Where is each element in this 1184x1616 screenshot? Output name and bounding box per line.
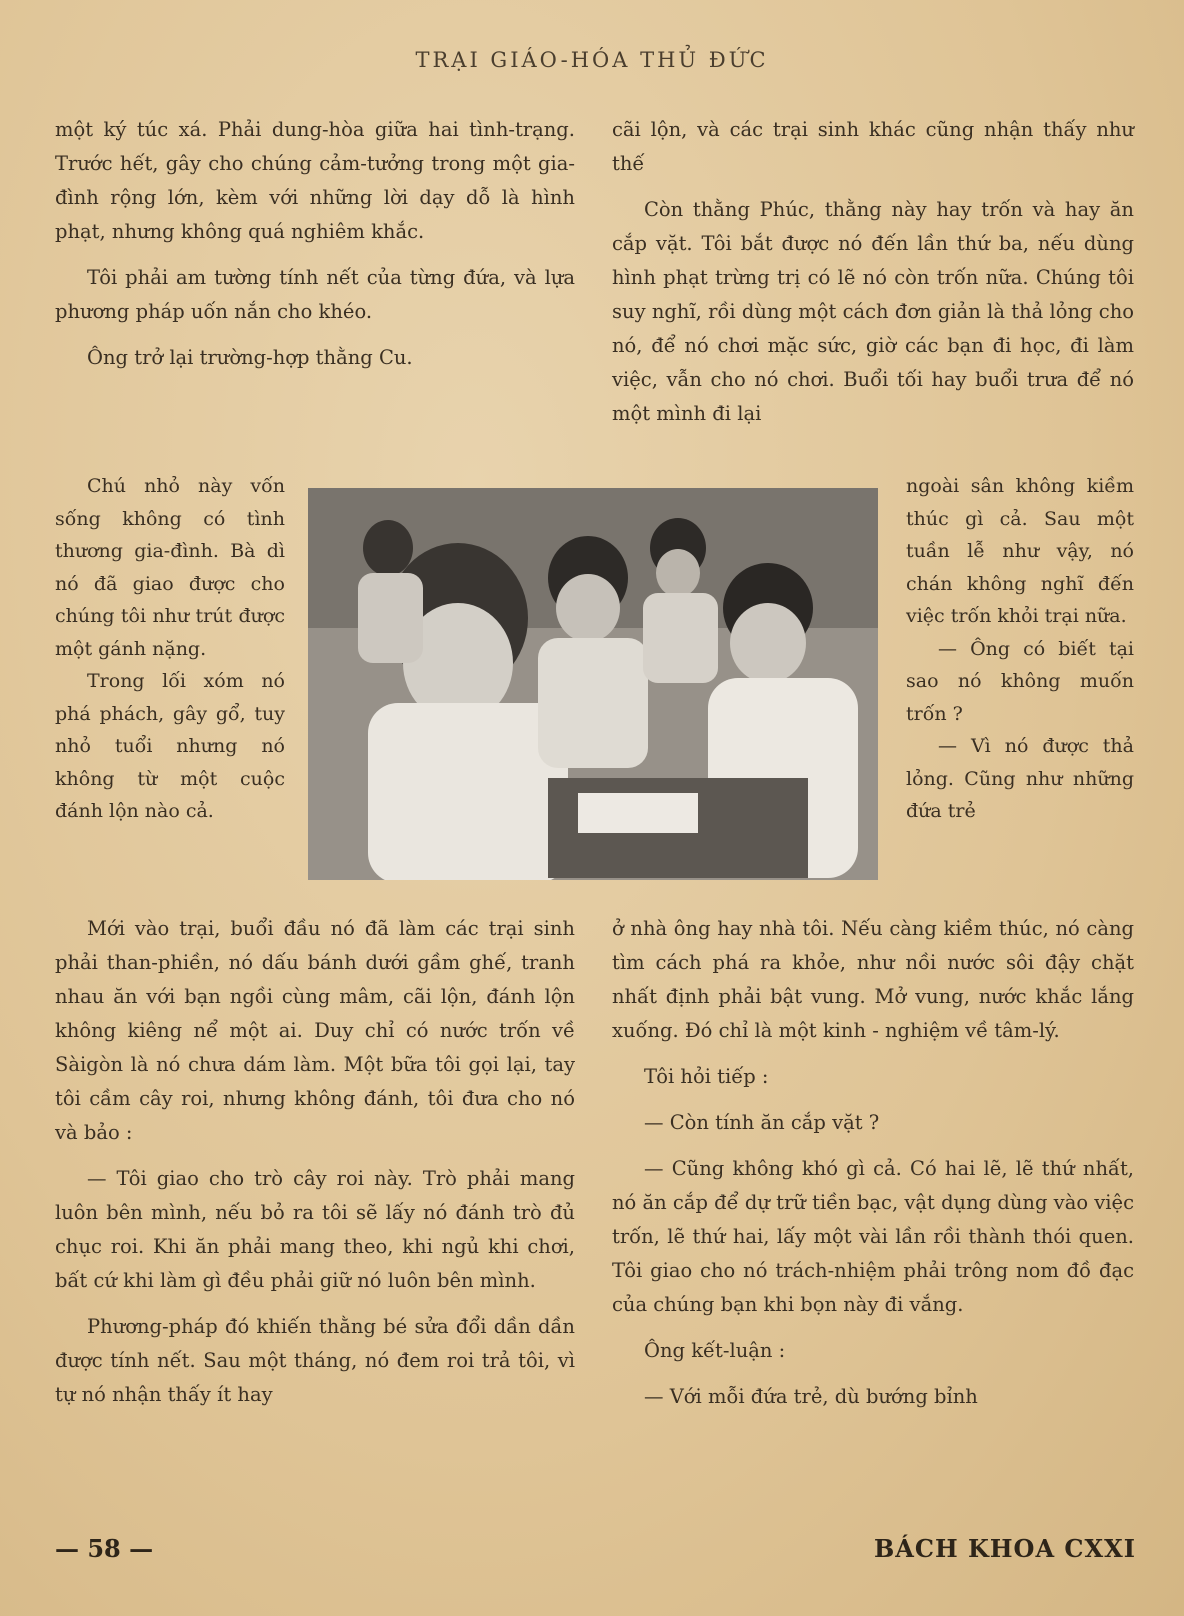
page-number: — 58 —: [55, 1534, 154, 1563]
paragraph: Tôi phải am tường tính nết của từng đứa, và lựa phương pháp uốn nắn cho khéo.: [55, 266, 575, 323]
paragraph: Còn thằng Phúc, thằng này hay trốn và hay ăn cắp vặt. Tôi bắt được nó đến lần thứ ba, nếu dùng hình phạt trừng trị có lẽ nó còn trốn nữa. Chúng tôi suy nghĩ, rồi dùng một cách đơn giản là thả lỏng cho nó, để nó chơi mặc sức, giờ các bạn đi học, đi làm việc, vẫn cho nó chơi. Buổi tối hay buổi trưa để nó một mình đi lại: [612, 198, 1134, 425]
paragraph: ở nhà ông hay nhà tôi. Nếu càng kiềm thúc, nó càng tìm cách phá ra khỏe, như nồi nước sôi đậy chặt nhất định phải bật vung. Mở vung, nước khắc lắng xuống. Đó chỉ là một kinh - nghiệm về tâm-lý.: [612, 917, 1134, 1042]
paragraph: Ông kết-luận :: [644, 1339, 786, 1362]
right-column-top: [612, 113, 1134, 431]
right-wrap-column: [906, 470, 1134, 828]
right-column-bottom: [612, 912, 1134, 1414]
paragraph: Ông trở lại trường-hợp thằng Cu.: [87, 346, 413, 369]
paragraph: — Với mỗi đứa trẻ, dù bướng bỉnh: [644, 1385, 978, 1408]
paragraph: Chú nhỏ này vốn sống không có tình thương gia-đình. Bà dì nó đã giao được cho chúng tôi như trút được một gánh nặng.: [55, 475, 285, 660]
paragraph: Trong lối xóm nó phá phách, gây gổ, tuy nhỏ tuổi nhưng nó không từ một cuộc đánh lộn nào cả.: [55, 670, 285, 822]
paragraph: — Cũng không khó gì cả. Có hai lẽ, lẽ thứ nhất, nó ăn cắp để dự trữ tiền bạc, vật dụng dùng vào việc trốn, lẽ thứ hai, lấy một vài lần rồi thành thói quen. Tôi giao cho nó trách-nhiệm phải trông nom đồ đạc của chúng bạn khi bọn này đi vắng.: [612, 1157, 1134, 1316]
paragraph: Mới vào trại, buổi đầu nó đã làm các trại sinh phải than-phiền, nó dấu bánh dưới gầm ghế, tranh nhau ăn với bạn ngồi cùng mâm, cãi lộn, đánh lộn không kiêng nể một ai. Duy chỉ có nước trốn về Sàigòn là nó chưa dám làm. Một bữa tôi gọi lại, tay tôi cầm cây roi, nhưng không đánh, tôi đưa cho nó và bảo :: [55, 917, 575, 1144]
paragraph: — Tôi giao cho trò cây roi này. Trò phải mang luôn bên mình, nếu bỏ ra tôi sẽ lấy nó đánh trò đủ chục roi. Khi ăn phải mang theo, khi ngủ khi chơi, bất cứ khi làm gì đều phải giữ nó luôn bên mình.: [55, 1167, 575, 1292]
page-header: TRẠI GIÁO-HÓA THỦ ĐỨC: [415, 48, 769, 72]
left-column-bottom: [55, 912, 575, 1412]
photo-illustration: [308, 488, 878, 880]
paragraph: Phương-pháp đó khiến thằng bé sửa đổi dần dần được tính nết. Sau một tháng, nó đem roi trả tôi, vì tự nó nhận thấy ít hay: [55, 1315, 575, 1406]
paragraph: — Ông có biết tại sao nó không muốn trốn ?: [906, 637, 1134, 725]
left-wrap-column: [55, 470, 285, 828]
magazine-title: BÁCH KHOA CXXI: [873, 1534, 1136, 1563]
paragraph: ngoài sân không kiềm thúc gì cả. Sau một tuần lễ như vậy, nó chán không nghĩ đến việc trốn khỏi trại nữa.: [906, 475, 1134, 627]
paragraph: cãi lộn, và các trại sinh khác cũng nhận thấy như thế: [612, 118, 1134, 175]
paragraph: — Vì nó được thả lỏng. Cũng như những đứa trẻ: [906, 735, 1134, 822]
paragraph: — Còn tính ăn cắp vặt ?: [644, 1111, 880, 1134]
photo-boys-studying: [308, 488, 878, 880]
paragraph: một ký túc xá. Phải dung-hòa giữa hai tình-trạng. Trước hết, gây cho chúng cảm-tưởng trong một gia-đình rộng lớn, kèm với những lời dạy dỗ là hình phạt, nhưng không quá nghiêm khắc.: [55, 118, 575, 243]
left-column-top: [55, 113, 575, 375]
paragraph: Tôi hỏi tiếp :: [644, 1065, 769, 1088]
